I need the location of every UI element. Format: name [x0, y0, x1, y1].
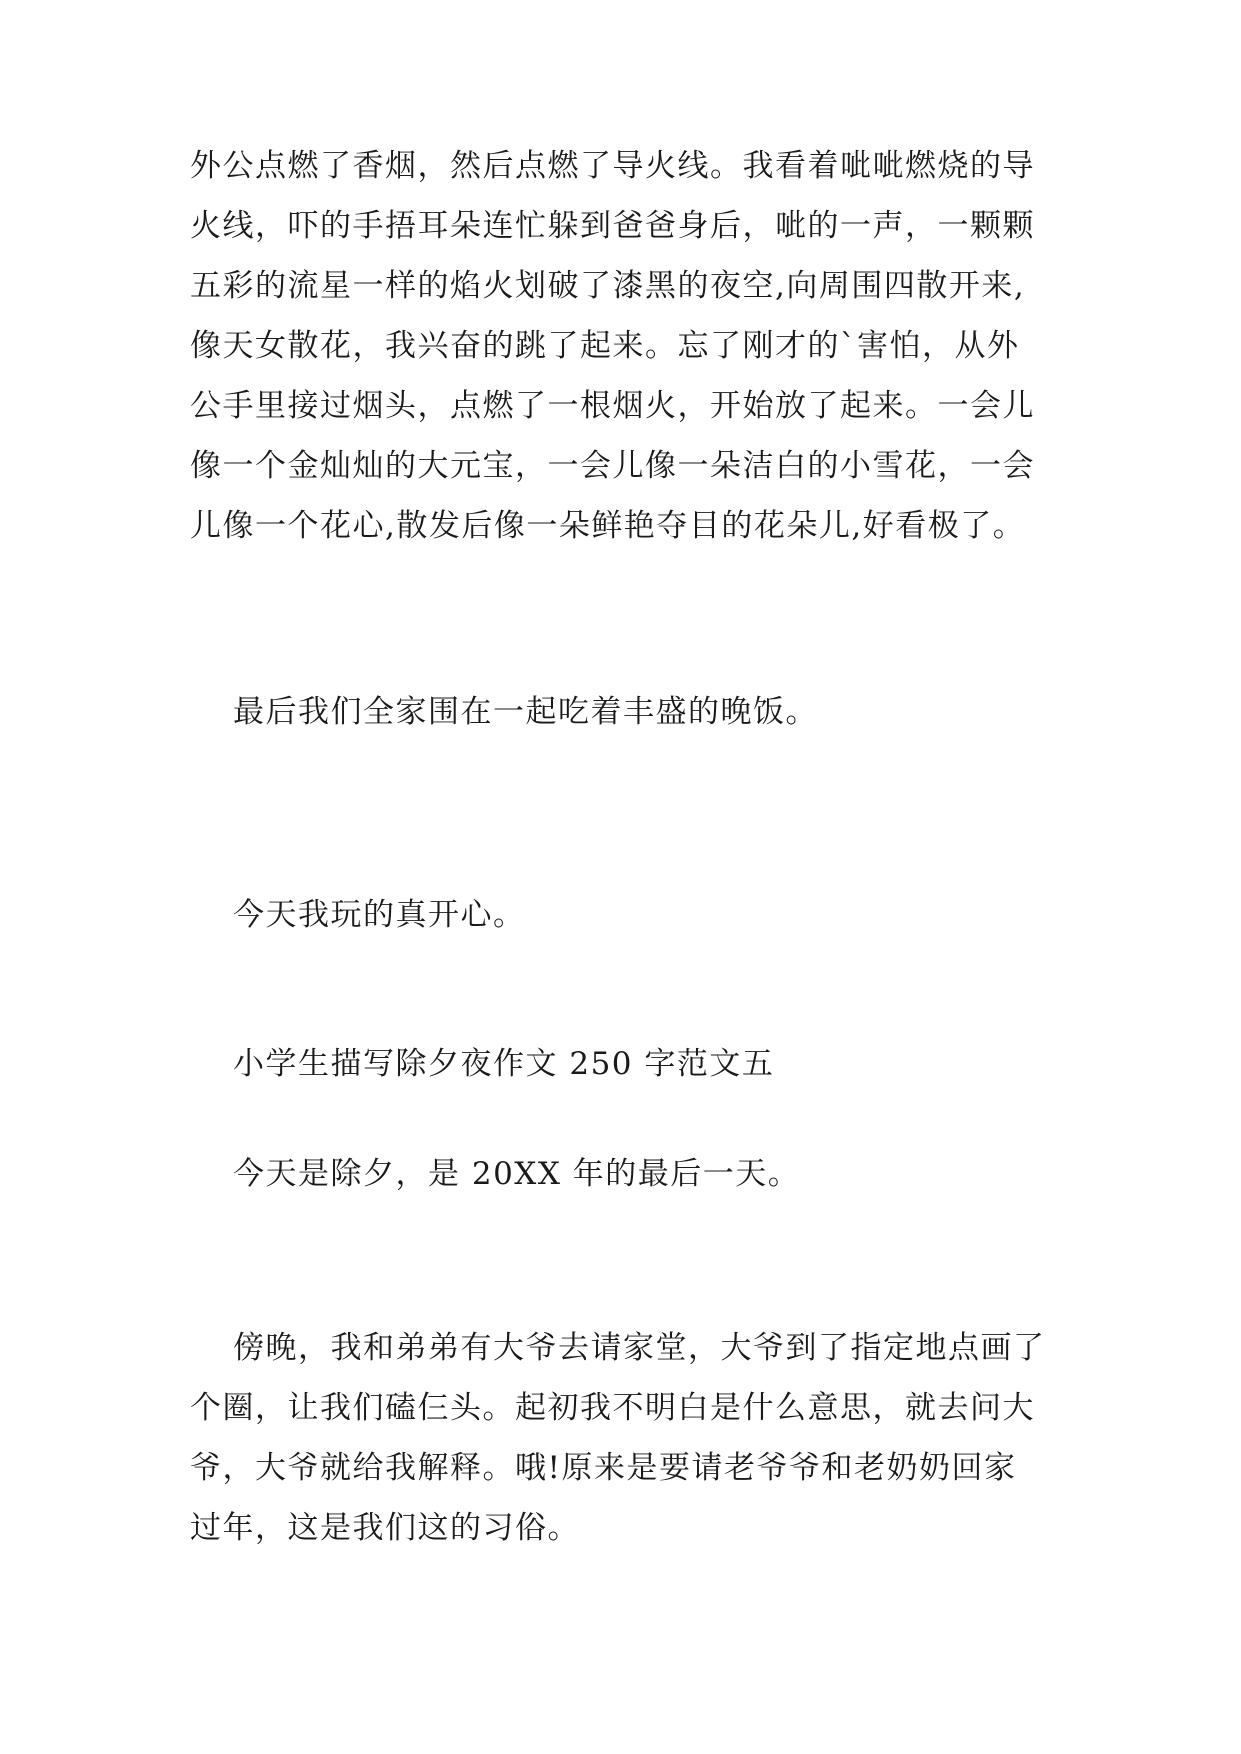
text-line: 像一个金灿灿的大元宝，一会儿像一朵洁白的小雪花，一会: [190, 448, 1035, 484]
text-line: 像天女散花，我兴奋的跳了起来。忘了刚才的`害怕，从外: [190, 328, 1020, 364]
paragraph-evening: [190, 1318, 1080, 1558]
paragraph-fireworks: [190, 136, 1080, 556]
text-line: 五彩的流星一样的焰火划破了漆黑的夜空,向周围四散开来,: [190, 268, 1026, 304]
text-line: 今天我玩的真开心。: [233, 897, 526, 933]
section-heading: [190, 1034, 1080, 1094]
paragraph-dinner: [190, 682, 1080, 742]
heading-line: 小学生描写除夕夜作文 250 字范文五: [233, 1046, 775, 1082]
text-line: 过年，这是我们这的习俗。: [190, 1510, 580, 1546]
text-line: 傍晚，我和弟弟有大爷去请家堂，大爷到了指定地点画了: [233, 1330, 1046, 1366]
paragraph-happy: [190, 885, 1080, 945]
text-line: 今天是除夕，是 20XX 年的最后一天。: [233, 1156, 801, 1192]
text-line: 爷，大爷就给我解释。哦!原来是要请老爷爷和老奶奶回家: [190, 1450, 1017, 1486]
text-line: 公手里接过烟头，点燃了一根烟火，开始放了起来。一会儿: [190, 388, 1035, 424]
text-line: 个圈，让我们磕仨头。起初我不明白是什么意思，就去问大: [190, 1390, 1035, 1426]
text-line: 儿像一个花心,散发后像一朵鲜艳夺目的花朵儿,好看极了。: [190, 508, 1026, 544]
text-line: 火线，吓的手捂耳朵连忙躲到爸爸身后，呲的一声，一颗颗: [190, 208, 1035, 244]
paragraph-new-years-eve: [190, 1144, 1080, 1204]
text-line: 外公点燃了香烟，然后点燃了导火线。我看着呲呲燃烧的导: [190, 148, 1035, 184]
text-line: 最后我们全家围在一起吃着丰盛的晚饭。: [233, 694, 818, 730]
